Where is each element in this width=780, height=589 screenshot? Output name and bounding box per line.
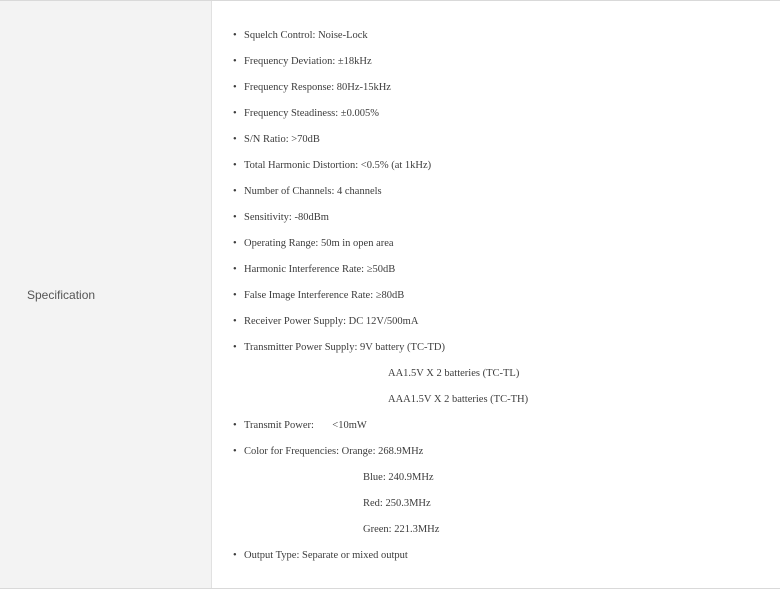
bullet-icon: • xyxy=(233,238,237,249)
spec-text: Number of Channels: 4 channels xyxy=(244,186,382,197)
spec-line xyxy=(213,210,773,226)
spec-text: Harmonic Interference Rate: ≥50dB xyxy=(244,264,396,275)
spec-text: AA1.5V X 2 batteries (TC-TL) xyxy=(388,368,520,379)
spec-text: Color for Frequencies: Orange: 268.9MHz xyxy=(244,446,424,457)
spec-line xyxy=(213,288,773,304)
spec-line xyxy=(213,548,773,564)
bullet-icon: • xyxy=(233,420,237,431)
spec-content xyxy=(213,1,780,588)
spec-line xyxy=(213,184,773,200)
bullet-icon: • xyxy=(233,550,237,561)
bullet-icon: • xyxy=(233,30,237,41)
spec-text: Frequency Response: 80Hz-15kHz xyxy=(244,82,391,93)
spec-line xyxy=(213,340,773,356)
spec-line xyxy=(213,314,773,330)
spec-text: Squelch Control: Noise-Lock xyxy=(244,30,368,41)
bullet-icon: • xyxy=(233,186,237,197)
bullet-icon: • xyxy=(233,134,237,145)
bullet-icon: • xyxy=(233,82,237,93)
spec-text: Frequency Steadiness: ±0.005% xyxy=(244,108,379,119)
spec-text: Receiver Power Supply: DC 12V/500mA xyxy=(244,316,419,327)
spec-line xyxy=(213,470,773,486)
spec-text: Total Harmonic Distortion: <0.5% (at 1kHz) xyxy=(244,160,432,171)
spec-text: Transmit Power: <10mW xyxy=(244,420,367,431)
spec-line xyxy=(213,418,773,434)
spec-line xyxy=(213,522,773,538)
spec-line xyxy=(213,28,773,44)
spec-line xyxy=(213,262,773,278)
spec-text: Frequency Deviation: ±18kHz xyxy=(244,56,372,67)
spec-line xyxy=(213,236,773,252)
spec-text: False Image Interference Rate: ≥80dB xyxy=(244,290,405,301)
spec-line xyxy=(213,106,773,122)
bullet-icon: • xyxy=(233,56,237,67)
spec-text: Output Type: Separate or mixed output xyxy=(244,550,408,561)
spec-line xyxy=(213,158,773,174)
spec-text: Blue: 240.9MHz xyxy=(363,472,434,483)
bullet-icon: • xyxy=(233,264,237,275)
bullet-icon: • xyxy=(233,290,237,301)
bullet-icon: • xyxy=(233,446,237,457)
bullet-icon: • xyxy=(233,342,237,353)
spec-text: Transmitter Power Supply: 9V battery (TC-TD) xyxy=(244,342,445,353)
spec-line xyxy=(213,496,773,512)
spec-line xyxy=(213,132,773,148)
spec-text: Green: 221.3MHz xyxy=(363,524,440,535)
spec-text: Operating Range: 50m in open area xyxy=(244,238,394,249)
spec-text: Sensitivity: -80dBm xyxy=(244,212,329,223)
spec-line xyxy=(213,54,773,70)
bullet-icon: • xyxy=(233,212,237,223)
spec-label: Specification xyxy=(27,288,96,302)
spec-text: S/N Ratio: >70dB xyxy=(244,134,320,145)
bullet-icon: • xyxy=(233,160,237,171)
bullet-icon: • xyxy=(233,316,237,327)
spec-text: AAA1.5V X 2 batteries (TC-TH) xyxy=(388,394,529,405)
spec-line xyxy=(213,80,773,96)
spec-line xyxy=(213,444,773,460)
spec-text: Red: 250.3MHz xyxy=(363,498,431,509)
label-cell xyxy=(0,1,212,588)
spec-line xyxy=(213,366,773,382)
bullet-icon: • xyxy=(233,108,237,119)
spec-line xyxy=(213,392,773,408)
